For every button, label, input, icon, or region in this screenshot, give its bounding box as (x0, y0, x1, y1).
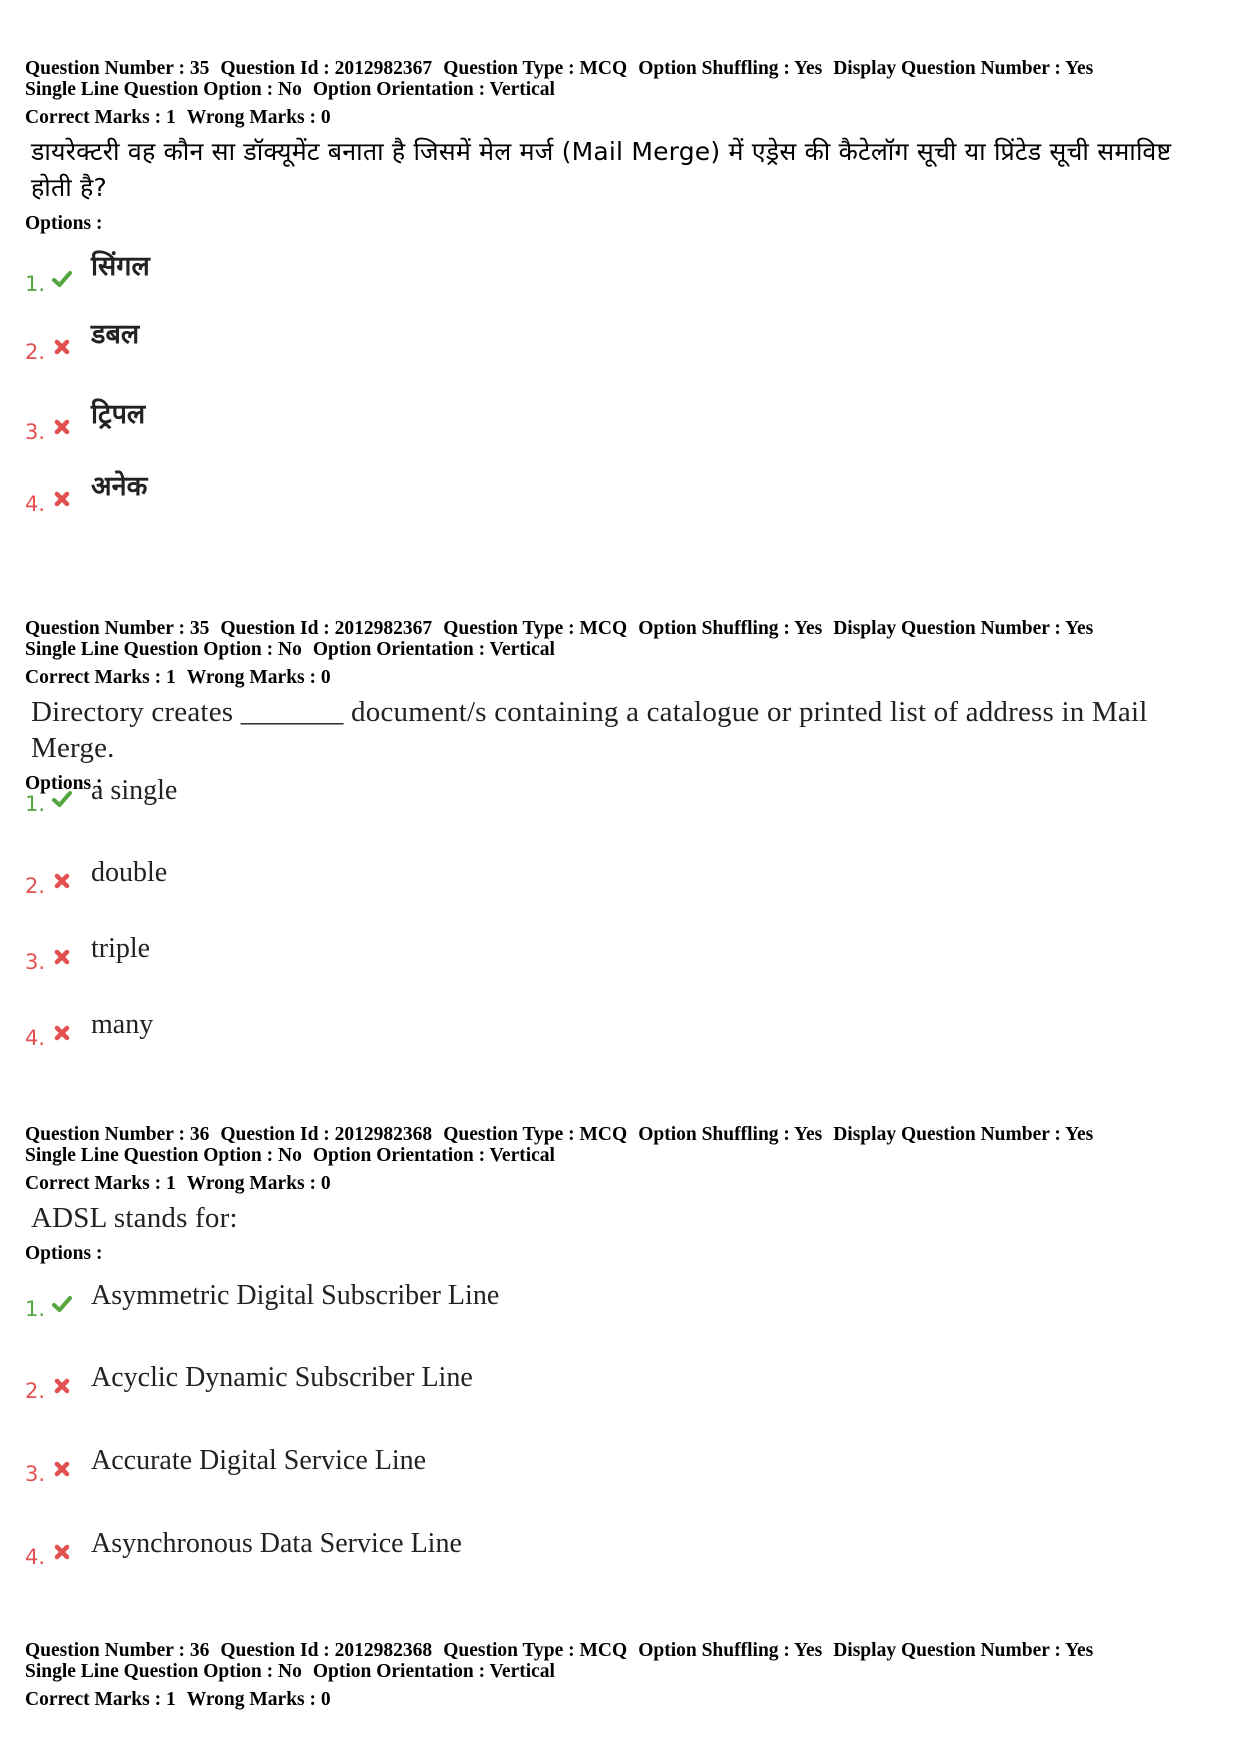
question-meta-line-2 (25, 79, 1215, 100)
single-line-option: Single Line Question Option : No (25, 639, 302, 660)
question-id: Question Id : 2012982367 (220, 58, 433, 79)
question-meta-line-1 (25, 1124, 1215, 1145)
wrong-marks: Wrong Marks : 0 (186, 107, 331, 128)
option-item[interactable] (25, 852, 1025, 902)
option-item[interactable] (25, 1004, 1025, 1054)
check-icon (51, 268, 73, 290)
option-orientation: Option Orientation : Vertical (312, 79, 555, 100)
cross-icon (51, 1375, 73, 1397)
display-question-number: Display Question Number : Yes (833, 1124, 1094, 1145)
option-text: अनेक (91, 471, 148, 502)
question-type: Question Type : MCQ (443, 58, 628, 79)
option-item[interactable] (25, 250, 1025, 300)
option-text: a single (91, 775, 178, 806)
question-text: ADSL stands for: (31, 1202, 238, 1234)
display-question-number: Display Question Number : Yes (833, 1640, 1094, 1661)
option-text: डबल (91, 319, 140, 350)
option-orientation: Option Orientation : Vertical (312, 1145, 555, 1166)
question-type: Question Type : MCQ (443, 618, 628, 639)
options-label: Options : (25, 213, 103, 234)
options-label: Options : (25, 773, 103, 794)
question-number: Question Number : 35 (25, 618, 210, 639)
option-item[interactable] (25, 318, 1025, 368)
cross-icon (51, 488, 73, 510)
question-type: Question Type : MCQ (443, 1124, 628, 1145)
cross-icon (51, 416, 73, 438)
display-question-number: Display Question Number : Yes (833, 618, 1094, 639)
option-item[interactable] (25, 1357, 1025, 1407)
question-type: Question Type : MCQ (443, 1640, 628, 1661)
single-line-option: Single Line Question Option : No (25, 1145, 302, 1166)
option-shuffling: Option Shuffling : Yes (638, 58, 823, 79)
option-item[interactable] (25, 1275, 1025, 1325)
option-text: Asynchronous Data Service Line (91, 1528, 462, 1559)
question-number: Question Number : 36 (25, 1640, 210, 1661)
single-line-option: Single Line Question Option : No (25, 1661, 302, 1682)
check-icon (51, 1293, 73, 1315)
cross-icon (51, 1458, 73, 1480)
correct-marks: Correct Marks : 1 (25, 667, 176, 688)
cross-icon (51, 870, 73, 892)
option-item[interactable] (25, 1440, 1025, 1490)
option-shuffling: Option Shuffling : Yes (638, 1124, 823, 1145)
option-text: many (91, 1009, 154, 1040)
question-meta-line-2 (25, 1661, 1215, 1682)
option-text: triple (91, 933, 151, 964)
option-number: 2. (25, 1379, 46, 1403)
correct-marks: Correct Marks : 1 (25, 1689, 176, 1710)
option-number: 4. (25, 492, 46, 516)
option-item[interactable] (25, 1523, 1025, 1573)
correct-marks: Correct Marks : 1 (25, 107, 176, 128)
question-block-1 (25, 58, 1215, 236)
correct-marks: Correct Marks : 1 (25, 1173, 176, 1194)
option-number: 3. (25, 950, 46, 974)
option-number: 4. (25, 1545, 46, 1569)
option-number: 2. (25, 340, 46, 364)
option-text: ट्रिपल (91, 399, 146, 430)
option-item[interactable] (25, 398, 1025, 448)
option-shuffling: Option Shuffling : Yes (638, 1640, 823, 1661)
question-meta-line-2 (25, 639, 1215, 660)
question-block-4 (25, 1640, 1215, 1712)
question-text: डायरेक्टरी वह कौन सा डॉक्यूमेंट बनाता है जिसमें मेल मर्ज (Mail Merge) में एड्रेस की कैटेलॉग सूची या प्रिंटेड सूची समाविष्ट होती है? (31, 137, 1172, 202)
option-orientation: Option Orientation : Vertical (312, 639, 555, 660)
question-number: Question Number : 36 (25, 1124, 210, 1145)
question-meta-line-2 (25, 1145, 1215, 1166)
cross-icon (51, 336, 73, 358)
option-number: 1. (25, 1297, 46, 1321)
marks-line (25, 666, 1215, 690)
option-item[interactable] (25, 470, 1025, 520)
check-icon (51, 788, 73, 810)
option-text: Acyclic Dynamic Subscriber Line (91, 1362, 473, 1393)
option-text: सिंगल (91, 251, 150, 282)
option-number: 1. (25, 272, 46, 296)
marks-line (25, 1688, 1215, 1712)
option-text: Accurate Digital Service Line (91, 1445, 427, 1476)
option-number: 1. (25, 792, 46, 816)
options-label: Options : (25, 1243, 103, 1264)
question-meta-line-1 (25, 1640, 1215, 1661)
cross-icon (51, 1541, 73, 1563)
wrong-marks: Wrong Marks : 0 (186, 1689, 331, 1710)
option-text: double (91, 857, 168, 888)
option-item[interactable] (25, 928, 1025, 978)
option-number: 3. (25, 1462, 46, 1486)
display-question-number: Display Question Number : Yes (833, 58, 1094, 79)
option-number: 2. (25, 874, 46, 898)
wrong-marks: Wrong Marks : 0 (186, 1173, 331, 1194)
option-orientation: Option Orientation : Vertical (312, 1661, 555, 1682)
wrong-marks: Wrong Marks : 0 (186, 667, 331, 688)
cross-icon (51, 1022, 73, 1044)
question-block-3 (25, 1124, 1215, 1266)
question-meta-line-1 (25, 58, 1215, 79)
single-line-option: Single Line Question Option : No (25, 79, 302, 100)
question-id: Question Id : 2012982368 (220, 1640, 433, 1661)
option-number: 4. (25, 1026, 46, 1050)
marks-line (25, 1172, 1215, 1196)
option-shuffling: Option Shuffling : Yes (638, 618, 823, 639)
option-item[interactable] (25, 770, 1025, 820)
option-number: 3. (25, 420, 46, 444)
question-text: Directory creates _______ document/s containing a catalogue or printed list of address in Mail Merge. (31, 696, 1148, 764)
cross-icon (51, 946, 73, 968)
question-meta-line-1 (25, 618, 1215, 639)
marks-line (25, 106, 1215, 130)
question-number: Question Number : 35 (25, 58, 210, 79)
option-text: Asymmetric Digital Subscriber Line (91, 1280, 500, 1311)
question-id: Question Id : 2012982368 (220, 1124, 433, 1145)
question-id: Question Id : 2012982367 (220, 618, 433, 639)
